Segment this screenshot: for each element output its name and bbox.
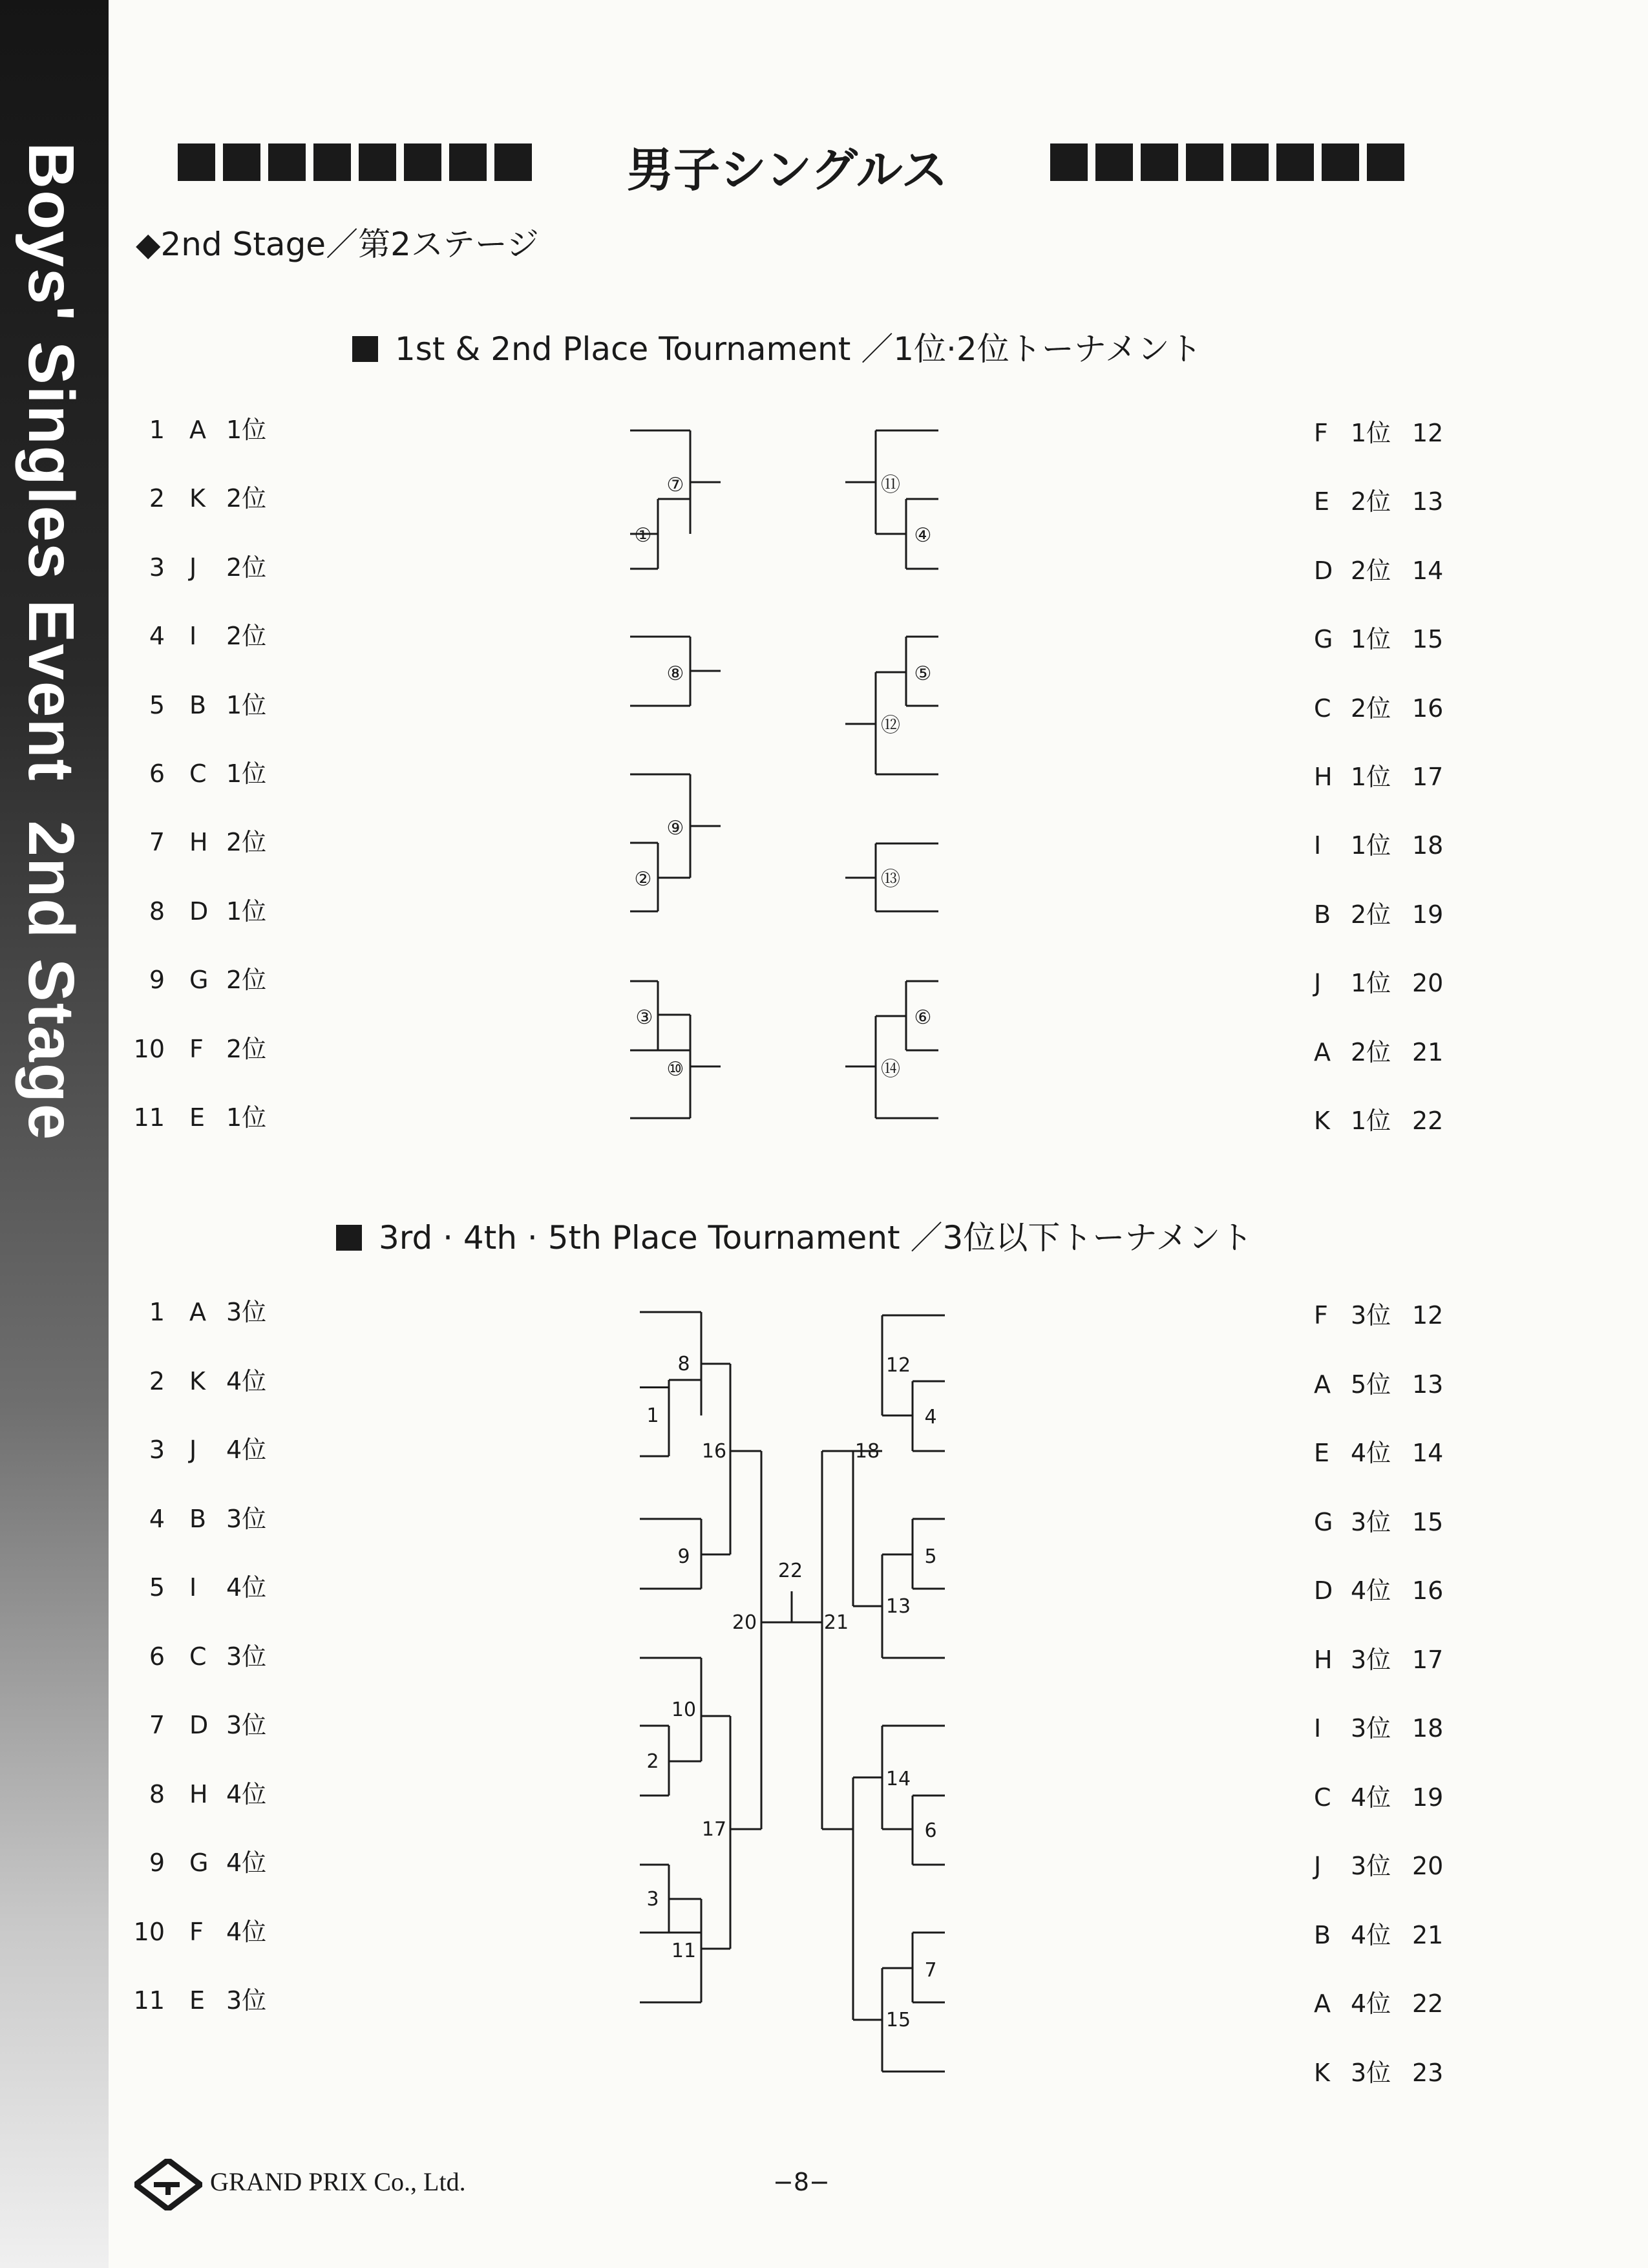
entry-rank: 2位 <box>1351 556 1391 585</box>
entry-rank: 1位 <box>1351 763 1391 791</box>
page-number: −8− <box>773 2168 830 2196</box>
match-number: ⑫ <box>881 714 900 737</box>
match-number: 16 <box>701 1440 727 1463</box>
entry-no: 21 <box>1412 1037 1444 1066</box>
match-number: ① <box>634 524 652 547</box>
match-number: 11 <box>671 1940 697 1962</box>
match-number: 8 <box>677 1353 690 1375</box>
entry-group: H <box>1314 1645 1333 1674</box>
entry-no: 15 <box>1412 1507 1444 1536</box>
entry-group: E <box>189 1103 206 1132</box>
entry-no: 13 <box>1412 1370 1444 1399</box>
match-number: 4 <box>924 1406 937 1428</box>
entry-no: 22 <box>1412 1989 1444 2018</box>
match-number: 21 <box>823 1611 849 1634</box>
entry-rank: 2位 <box>1351 1037 1391 1066</box>
entry-group: G <box>189 1849 209 1877</box>
entry-group: B <box>1314 900 1331 929</box>
entry-group: H <box>189 828 208 857</box>
entry-group: G <box>1314 625 1333 654</box>
entry-no: 7 <box>149 1711 165 1739</box>
entry-rank: 2位 <box>1351 487 1391 516</box>
entry-rank: 4位 <box>1351 1576 1391 1605</box>
entry-group: D <box>1314 556 1333 585</box>
match-number: 2 <box>646 1750 659 1773</box>
entry-no: 7 <box>149 828 165 857</box>
match-number: ⑩ <box>666 1058 684 1081</box>
entry-group: F <box>1314 419 1328 447</box>
entry-rank: 2位 <box>1351 694 1391 723</box>
entry-no: 12 <box>1412 419 1444 447</box>
match-number: 20 <box>732 1611 757 1634</box>
entry-no: 1 <box>149 1298 165 1326</box>
entry-group: B <box>1314 1920 1331 1949</box>
entry-group: A <box>1314 1037 1331 1066</box>
entry-no: 17 <box>1412 1645 1444 1674</box>
entry-group: A <box>1314 1370 1331 1399</box>
entry-group: E <box>1314 1439 1330 1467</box>
match-number: 6 <box>924 1819 937 1842</box>
entry-no: 16 <box>1412 1576 1444 1605</box>
entry-rank: 1位 <box>1351 831 1391 860</box>
entry-no: 14 <box>1412 556 1444 585</box>
entry-no: 4 <box>149 1504 165 1533</box>
entry-group: E <box>1314 487 1330 516</box>
match-number: 1 <box>646 1404 659 1427</box>
match-number: ⑤ <box>914 662 932 685</box>
entry-group: K <box>189 1366 206 1395</box>
entry-group: J <box>189 553 197 582</box>
entry-group: D <box>189 896 209 926</box>
entry-group: J <box>1314 969 1322 998</box>
entry-group: I <box>189 1573 197 1602</box>
entry-rank: 4位 <box>226 1573 267 1602</box>
entry-no: 1 <box>149 416 165 444</box>
entry-no: 9 <box>149 1849 165 1877</box>
entry-rank: 5位 <box>1351 1370 1391 1399</box>
entry-rank: 3位 <box>226 1504 267 1533</box>
entry-no: 5 <box>149 1573 165 1602</box>
entry-group: C <box>1314 694 1331 723</box>
entry-rank: 2位 <box>226 1034 267 1063</box>
entry-no: 14 <box>1412 1439 1444 1467</box>
match-number: ⑧ <box>666 662 684 685</box>
entry-group: K <box>1314 2058 1330 2087</box>
entry-rank: 3位 <box>226 1298 267 1326</box>
entry-group: K <box>1314 1107 1330 1135</box>
entry-rank: 3位 <box>1351 1714 1391 1743</box>
match-number: ⑭ <box>881 1058 900 1081</box>
entry-no: 23 <box>1412 2058 1444 2087</box>
stage-title: ◆2nd Stage／第2ステージ <box>136 226 539 263</box>
entry-group: D <box>1314 1576 1333 1605</box>
entry-no: 20 <box>1412 1852 1444 1880</box>
match-number: 14 <box>885 1768 911 1790</box>
entry-group: C <box>189 1642 207 1671</box>
entry-rank: 3位 <box>226 1986 267 2015</box>
entry-rank: 2位 <box>226 553 267 582</box>
entry-group: C <box>1314 1783 1331 1812</box>
entry-no: 20 <box>1412 969 1444 998</box>
entry-rank: 1位 <box>226 896 267 926</box>
entry-rank: 1位 <box>1351 419 1391 447</box>
entry-rank: 1位 <box>1351 625 1391 654</box>
grand-prix-logo-icon <box>134 2159 202 2210</box>
entry-no: 5 <box>149 690 165 719</box>
page-title: 男子シングルス <box>627 143 948 197</box>
entry-rank: 2位 <box>1351 900 1391 929</box>
entry-group: E <box>189 1986 206 2015</box>
entry-rank: 4位 <box>226 1849 267 1877</box>
entry-no: 6 <box>149 1642 165 1671</box>
match-number: ② <box>634 868 652 891</box>
entry-group: C <box>189 759 207 788</box>
match-number: ④ <box>914 524 932 547</box>
entry-group: B <box>189 1504 207 1533</box>
entry-no: 11 <box>133 1986 165 2015</box>
entry-rank: 1位 <box>226 416 267 444</box>
entry-no: 15 <box>1412 625 1444 654</box>
entry-no: 3 <box>149 1436 165 1464</box>
match-number: 15 <box>885 2009 911 2031</box>
entry-rank: 1位 <box>226 759 267 788</box>
entry-no: 9 <box>149 966 165 995</box>
entry-group: D <box>189 1711 209 1739</box>
entry-rank: 3位 <box>1351 2058 1391 2087</box>
entry-no: 19 <box>1412 1783 1444 1812</box>
entry-group: A <box>189 416 206 444</box>
match-number: 3 <box>646 1888 659 1911</box>
entry-group: I <box>1314 1714 1322 1743</box>
match-number: 22 <box>777 1560 803 1582</box>
entry-group: J <box>1314 1852 1322 1880</box>
entry-rank: 2位 <box>226 484 267 513</box>
match-number: ⑨ <box>666 817 684 840</box>
entry-group: F <box>189 1917 204 1946</box>
entry-group: I <box>1314 831 1322 860</box>
entry-no: 12 <box>1412 1301 1444 1330</box>
entry-group: K <box>189 484 206 513</box>
section2-title-text: 3rd · 4th · 5th Place Tournament ／3位以下トーナメント <box>379 1219 1253 1256</box>
entry-rank: 2位 <box>226 966 267 995</box>
match-number: ⑪ <box>881 474 900 496</box>
match-number: 18 <box>854 1440 880 1463</box>
entry-no: 18 <box>1412 831 1444 860</box>
entry-rank: 4位 <box>226 1779 267 1808</box>
entry-rank: 4位 <box>1351 1783 1391 1812</box>
entry-no: 18 <box>1412 1714 1444 1743</box>
entry-rank: 3位 <box>226 1711 267 1739</box>
match-number: ③ <box>635 1006 653 1029</box>
entry-no: 6 <box>149 759 165 788</box>
entry-rank: 3位 <box>1351 1852 1391 1880</box>
entry-no: 21 <box>1412 1920 1444 1949</box>
entry-no: 16 <box>1412 694 1444 723</box>
match-number: ⑥ <box>914 1006 932 1029</box>
entry-rank: 4位 <box>1351 1989 1391 2018</box>
sidebar-title: Boys' Singles Event 2nd Stage <box>15 142 87 1141</box>
entry-no: 11 <box>133 1103 165 1132</box>
entry-rank: 4位 <box>1351 1920 1391 1949</box>
entry-group: G <box>189 966 209 995</box>
entry-rank: 1位 <box>1351 1107 1391 1135</box>
entry-rank: 4位 <box>226 1436 267 1464</box>
match-number: 9 <box>677 1545 690 1568</box>
entry-no: 8 <box>149 896 165 926</box>
entry-no: 2 <box>149 1366 165 1395</box>
entry-no: 10 <box>133 1917 165 1946</box>
match-number: 5 <box>924 1545 937 1568</box>
section1-title-text: 1st & 2nd Place Tournament ／1位·2位トーナメント <box>395 330 1202 368</box>
entry-no: 17 <box>1412 763 1444 791</box>
entry-no: 22 <box>1412 1107 1444 1135</box>
entry-group: F <box>189 1034 204 1063</box>
entry-rank: 4位 <box>226 1366 267 1395</box>
entry-group: I <box>189 622 197 651</box>
entry-group: B <box>189 690 207 719</box>
entry-no: 19 <box>1412 900 1444 929</box>
match-number: ⑬ <box>881 868 900 891</box>
entry-group: A <box>1314 1989 1331 2018</box>
match-number: 13 <box>885 1595 911 1618</box>
match-number: 7 <box>924 1959 937 1982</box>
match-number: ⑦ <box>666 474 684 496</box>
entry-group: J <box>189 1436 197 1464</box>
entry-rank: 4位 <box>1351 1439 1391 1467</box>
entry-no: 8 <box>149 1779 165 1808</box>
entry-no: 3 <box>149 553 165 582</box>
entry-rank: 1位 <box>1351 969 1391 998</box>
entry-rank: 4位 <box>226 1917 267 1946</box>
entry-group: H <box>1314 763 1333 791</box>
entry-no: 13 <box>1412 487 1444 516</box>
entry-group: H <box>189 1779 208 1808</box>
entry-rank: 3位 <box>1351 1301 1391 1330</box>
entry-no: 10 <box>133 1034 165 1063</box>
entry-rank: 2位 <box>226 828 267 857</box>
entry-rank: 2位 <box>226 622 267 651</box>
match-number: 12 <box>885 1354 911 1377</box>
entry-no: 2 <box>149 484 165 513</box>
entry-rank: 1位 <box>226 1103 267 1132</box>
entry-group: G <box>1314 1507 1333 1536</box>
match-number: 10 <box>671 1699 697 1721</box>
entry-group: F <box>1314 1301 1328 1330</box>
entry-rank: 1位 <box>226 690 267 719</box>
entry-rank: 3位 <box>1351 1645 1391 1674</box>
entry-rank: 3位 <box>226 1642 267 1671</box>
match-number: 17 <box>701 1818 727 1841</box>
entry-rank: 3位 <box>1351 1507 1391 1536</box>
entry-group: A <box>189 1298 206 1326</box>
entry-no: 4 <box>149 622 165 651</box>
footer-company: GRAND PRIX Co., Ltd. <box>210 2167 466 2196</box>
